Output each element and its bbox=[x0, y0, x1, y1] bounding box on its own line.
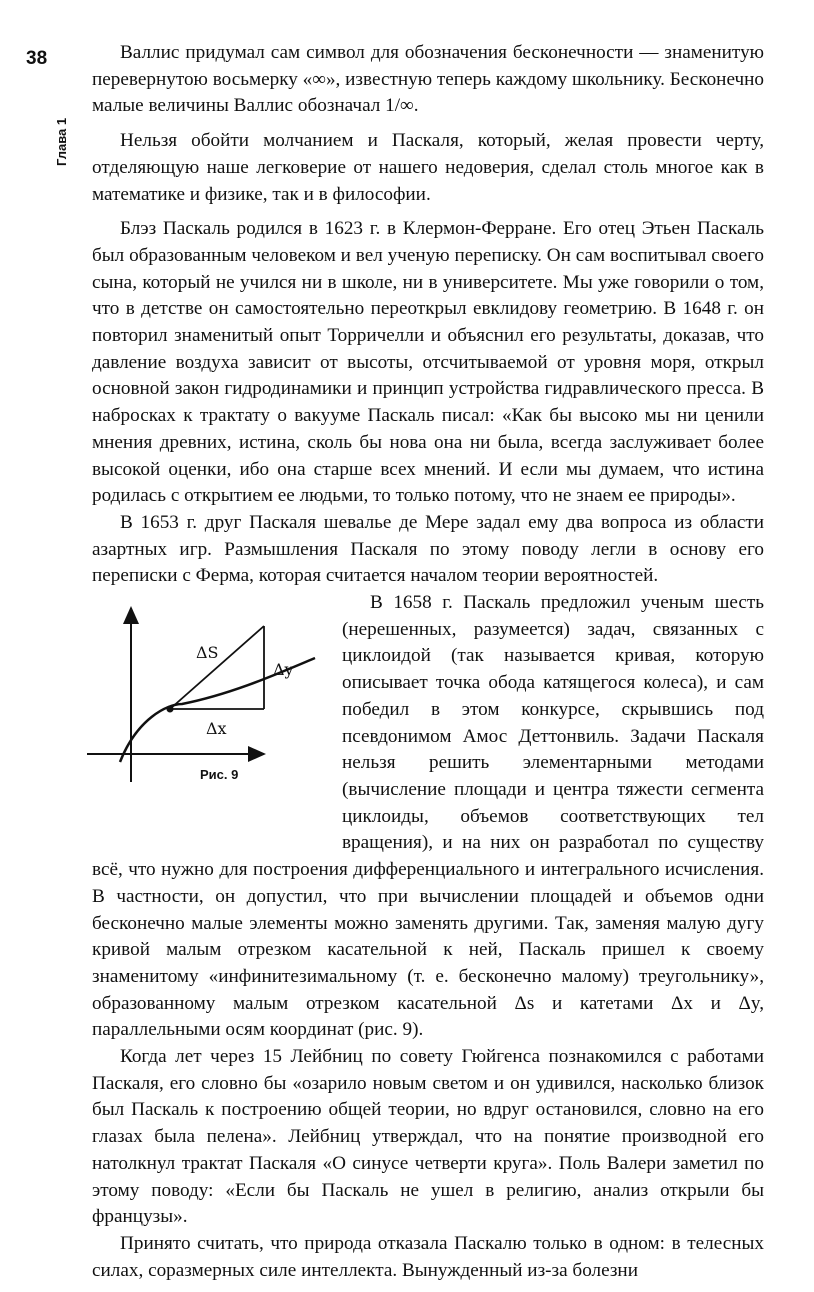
paragraph-wallis: Валлис придумал сам символ для обозначения бесконечности — знаменитую перевернутою восьмерку «∞», известную теперь каждому школьнику. Бесконечно малые величины Валлис обозначал 1/∞. bbox=[92, 42, 764, 117]
label-delta-y: Δy bbox=[273, 660, 294, 680]
label-delta-x: Δx bbox=[206, 719, 227, 739]
tangent-point bbox=[167, 706, 174, 713]
page-number: 38 bbox=[26, 48, 48, 69]
chapter-label: Глава 1 bbox=[54, 117, 69, 166]
figure-caption: Рис. 9 bbox=[200, 767, 239, 783]
label-delta-s: ΔS bbox=[196, 643, 219, 663]
paragraph-leibniz: Когда лет через 15 Лейбниц по совету Гюйгенса познакомился с работами Паскаля, его словно бы «озарило новым светом и он удивился, насколько близок был Паскаль к построению общей теории, но вдруг остановился, словно на его глазах была пелена». Лейбниц утверждал, что на понятие производной его натолкнул трактат Паскаля «О синусе четверти круга». Поль Валери заметил по этому поводу: «Если бы Паскаль не ушел в религию, анализ открыли бы французы». bbox=[92, 1046, 764, 1228]
paragraph-pascal-intro: Нельзя обойти молчанием и Паскаля, который, желая провести черту, отделяющую наше легковерие от нашего недоверия, сделал столь многое как в математике и физике, так и в философии. bbox=[92, 130, 764, 205]
infinitesimal-triangle-diagram bbox=[82, 594, 328, 784]
paragraph-de-mere: В 1653 г. друг Паскаля шевалье де Мере задал ему два вопроса из области азартных игр. Размышления Паскаля по этому поводу легли в основу его переписки с Ферма, которая считается началом теории вероятностей. bbox=[92, 511, 764, 587]
page-body bbox=[92, 40, 764, 1292]
paragraph-cycloid bbox=[92, 590, 764, 1044]
paragraph-cycloid-text: В 1658 г. Паскаль предложил ученым шесть (нерешенных, разумеется) задач, связанных с циклоидой (так называется кривая, которую описывает точка обода катящегося колеса), и сам победил в этом конкурсе, скрывшись под псевдонимом Амос Деттонвиль. Задачи Паскаля нельзя решить элементарными методами (вычисление площади и центра тяжести сегмента циклоиды, объемов соответствующих тел вращения), и на них он разработал по существу всё, что нужно для построения дифференциального и интегрального исчисления. В частности, он допустил, что при вычислении площадей и объемов одни бесконечно малые элементы можно заменять другими. Так, заменяя малую дугу кривой малым отрезком касательной к ней, Паскаль пришел к своему знаменитому «инфинитезимальному (т. е. бесконечно малому) треугольнику», образованному малым отрезком касательной Δs и катетами Δx и Δy, параллельными осям координат (рис. 9). bbox=[92, 592, 764, 1041]
paragraph-closing: Принято считать, что природа отказала Паскалю только в одном: в телесных силах, соразмерных силе интеллекта. Вынужденный из-за болезни bbox=[92, 1232, 764, 1281]
paragraph-pascal-biography: Блэз Паскаль родился в 1623 г. в Клермон-Ферране. Его отец Этьен Паскаль был образованным человеком и вел ученую переписку. Он сам воспитывал своего сына, который не учился ни в школе, ни в университете. Мы уже говорили о том, что в детстве он самостоятельно переоткрыл евклидову геометрию. В 1648 г. он повторил знаменитый опыт Торричелли и объяснил его результаты, доказав, что давление воздуха зависит от высоты, отсчитываемой от уровня моря, открыл основной закон гидродинамики и принцип устройства гидравлического пресса. В набросках к трактату о вакууме Паскаль писал: «Как бы высоко мы ни ценили мнения древних, истина, сколь бы нова она ни была, всегда заслуживает более высокой оценки, ибо она старше всех мнений. И если мы думаем, что истина родилась с открытием ее людьми, то только потому, что не знаем ее природы». bbox=[92, 218, 764, 507]
figure-9 bbox=[82, 594, 328, 834]
